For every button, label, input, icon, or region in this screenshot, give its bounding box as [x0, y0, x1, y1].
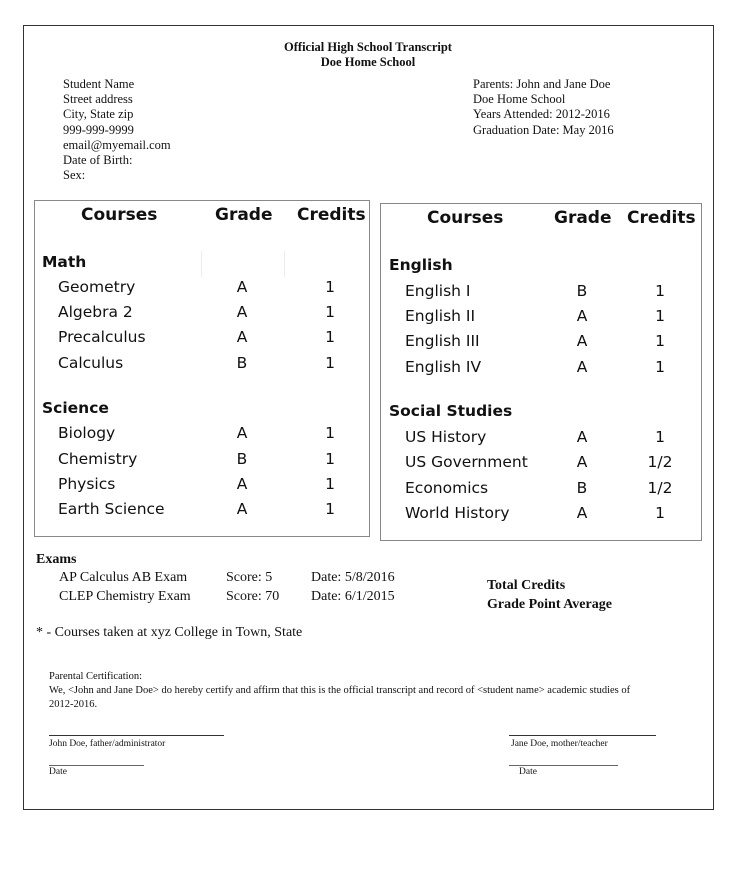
signature-label-father: John Doe, father/administrator [49, 739, 166, 749]
footnote: * - Courses taken at xyz College in Town, State [36, 625, 303, 640]
graduation-date: Graduation Date: May 2016 [473, 122, 614, 137]
course-credits: 1 [655, 332, 665, 350]
course-grade: B [576, 282, 588, 300]
course-name: Earth Science [58, 500, 165, 518]
courses-header: Courses [427, 208, 504, 228]
section-social-studies: Social Studies [389, 402, 513, 420]
credits-header: Credits [297, 205, 366, 225]
exam-score: Score: 70 [226, 589, 280, 604]
course-table-left [34, 200, 370, 537]
course-name: English II [405, 307, 476, 325]
course-name: Chemistry [58, 450, 138, 468]
student-phone: 999-999-9999 [63, 122, 134, 137]
certification-title: Parental Certification: [49, 671, 143, 682]
section-science: Science [42, 399, 109, 417]
student-email: email@myemail.com [63, 137, 171, 152]
courses-header: Courses [81, 205, 158, 225]
course-credits: 1/2 [647, 479, 673, 497]
course-credits: 1 [325, 278, 335, 296]
course-grade: A [576, 428, 588, 446]
course-grade: B [236, 354, 248, 372]
exam-score: Score: 5 [226, 570, 273, 585]
exam-name: CLEP Chemistry Exam [59, 589, 191, 604]
course-grade: A [576, 332, 588, 350]
exam-date: Date: 6/1/2015 [311, 589, 395, 604]
course-grade: A [576, 504, 588, 522]
course-name: Physics [58, 475, 116, 493]
date-line-left [49, 765, 144, 766]
credits-header: Credits [627, 208, 696, 228]
gpa-label: Grade Point Average [487, 597, 612, 612]
section-math: Math [42, 253, 87, 271]
certification-text: We, <John and Jane Doe> do hereby certify and affirm that this is the official transcript and record of <student name> academic studies of 2012-2016. [49, 685, 631, 710]
course-name: US History [405, 428, 487, 446]
course-name: English IV [405, 358, 482, 376]
course-credits: 1 [325, 328, 335, 346]
student-dob: Date of Birth: [63, 153, 133, 168]
course-grade: A [576, 358, 588, 376]
grade-header: Grade [215, 205, 273, 225]
course-credits: 1 [325, 450, 335, 468]
course-name: English III [405, 332, 480, 350]
course-grade: A [576, 453, 588, 471]
course-name: US Government [405, 453, 528, 471]
course-grade: A [576, 307, 588, 325]
student-city: City, State zip [63, 107, 134, 122]
course-credits: 1 [655, 307, 665, 325]
years-attended: Years Attended: 2012-2016 [473, 107, 610, 122]
course-credits: 1 [655, 428, 665, 446]
parent-info-block [473, 77, 614, 138]
course-name: Geometry [58, 278, 136, 296]
student-name: Student Name [63, 77, 135, 91]
course-credits: 1/2 [647, 453, 673, 471]
date-label-right: Date [519, 767, 537, 777]
course-credits: 1 [655, 358, 665, 376]
school-line: Doe Home School [473, 92, 566, 107]
course-name: Algebra 2 [58, 303, 133, 321]
course-name: Economics [405, 479, 489, 497]
course-grade: A [236, 500, 248, 518]
student-street: Street address [63, 92, 133, 107]
course-credits: 1 [325, 303, 335, 321]
signature-label-mother: Jane Doe, mother/teacher [511, 739, 608, 749]
date-line-right [509, 765, 618, 766]
course-grade: B [576, 479, 588, 497]
course-name: Calculus [58, 354, 124, 372]
course-credits: 1 [325, 475, 335, 493]
course-grade: A [236, 328, 248, 346]
student-info-block [63, 77, 171, 183]
course-name: Biology [58, 424, 116, 442]
course-name: World History [405, 504, 510, 522]
course-credits: 1 [325, 500, 335, 518]
course-grade: B [236, 450, 248, 468]
course-credits: 1 [325, 424, 335, 442]
section-english: English [389, 256, 453, 274]
student-sex: Sex: [63, 168, 86, 183]
course-grade: A [236, 475, 248, 493]
course-credits: 1 [655, 504, 665, 522]
course-credits: 1 [655, 282, 665, 300]
exams-heading: Exams [36, 552, 77, 567]
course-name: Precalculus [58, 328, 146, 346]
signature-line-mother [509, 735, 656, 736]
signature-line-father [49, 735, 224, 736]
parents-line: Parents: John and Jane Doe [473, 77, 611, 91]
course-grade: A [236, 278, 248, 296]
date-label-left: Date [49, 767, 67, 777]
grade-header: Grade [554, 208, 612, 228]
course-credits: 1 [325, 354, 335, 372]
course-grade: A [236, 303, 248, 321]
table-divider [201, 251, 202, 277]
school-name-title: Doe Home School [320, 55, 416, 69]
total-credits-label: Total Credits [487, 578, 566, 593]
totals-block [487, 576, 612, 614]
exam-name: AP Calculus AB Exam [59, 570, 188, 585]
course-name: English I [405, 282, 471, 300]
table-divider [284, 251, 285, 277]
course-table-right [380, 203, 702, 541]
exam-date: Date: 5/8/2016 [311, 570, 395, 585]
transcript-title: Official High School Transcript [284, 40, 452, 54]
course-grade: A [236, 424, 248, 442]
